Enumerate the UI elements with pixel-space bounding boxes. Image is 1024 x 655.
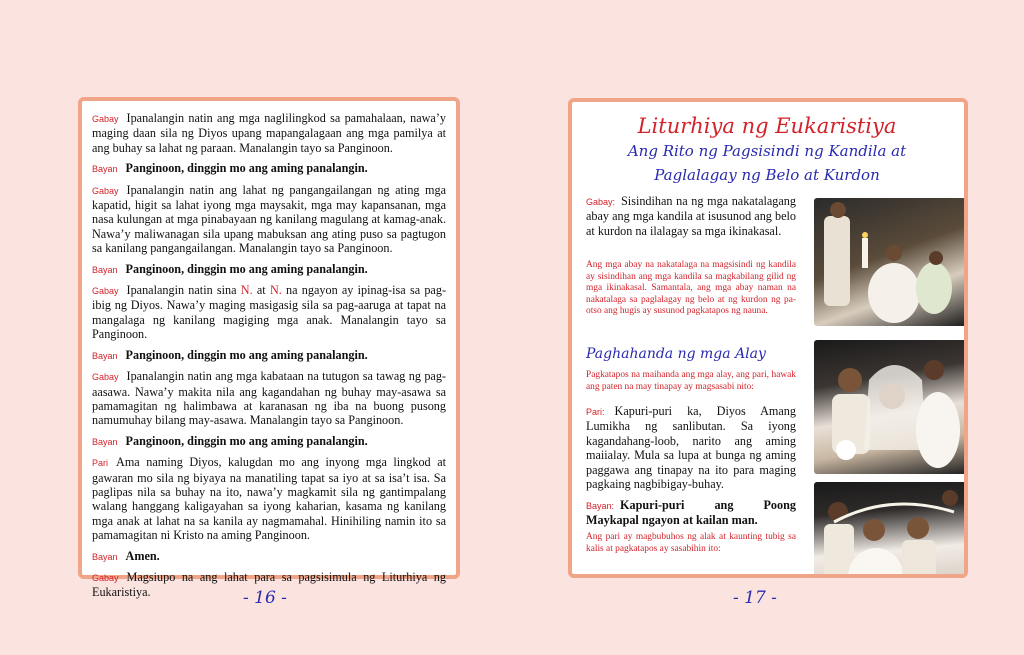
speaker-label: Gabay <box>92 114 119 124</box>
response-text: Amen. <box>125 548 160 563</box>
prayer-text: Ama naming Diyos, kalugdan mo ang inyong mga lingkod at gawaran mo sila ng biyaya na manatiling tapat sa iyo at sa isa’t isa. Sa paglipas nila sa buhay na ito, nawa’y magkamit sila ng gantimpalang walang hanggang kaligayahan sa iyong kaharian, kasama ng kanilang mga anak at lahat na sa kanila ay nagmamahal. Hinihiling namin ito sa pamamagitan ni Kristo na aming Panginoon. <box>92 455 446 543</box>
prayer-text: na ngayon ay ipinag-isa sa pag-ibig ng Diyos. Nawa’y maging masigasig sila sa pag-aaruga at tapat na mangalaga ng kanilang magiging mga anak. Manalangin tayo sa Panginoon. <box>92 283 446 342</box>
speaker-label: Gabay: <box>586 197 616 207</box>
prayer-entry <box>92 455 446 542</box>
bayan-entry <box>586 498 796 528</box>
candle-lighting-photo <box>814 198 966 326</box>
pari-entry <box>586 404 796 491</box>
speaker-label: Pari <box>92 458 109 469</box>
section-title: Liturhiya ng Eukaristiya <box>637 114 897 138</box>
response-entry <box>92 434 446 449</box>
speaker-label: Gabay <box>92 372 119 383</box>
speaker-label: Bayan <box>92 436 118 447</box>
speaker-label: Pari: <box>586 407 605 417</box>
gabay-entry <box>586 194 796 238</box>
response-entry <box>92 262 446 277</box>
prayer-text: Ipanalangin natin ang lahat ng pangangailangan ng ating mga kapatid, higit sa lahat iyong mga maysakit, mga may kapansanan, mga nasa kulungan at mga pinabayaan ng kanilang magulang at kamag-anak. Nawa’y maliwanagan sila upang mabuksan ang ating puso sa pagtugon sa kanilang pangangailangan. Manalangin tayo sa Panginoon. <box>92 182 446 256</box>
photo-illustration <box>814 482 966 578</box>
rubric-offering: Pagkatapos na maihanda ang mga alay, ang pari, hawak ang paten na may tinapay ay magsasabi nito: <box>586 370 796 392</box>
photo-illustration <box>814 340 966 474</box>
prayer-text: Ipanalangin natin ang mga naglilingkod sa pamahalaan, nawa’y maging daan sila ng Diyos upang mapangalagaan ang mga pamilya at ang buhay sa lahat ng paraan. Manalangin tayo sa Panginoon. <box>92 111 446 155</box>
speaker-label: Bayan <box>92 164 118 175</box>
prayer-text: Ipanalangin natin sina <box>126 283 241 298</box>
cord-placing-photo <box>814 482 966 578</box>
speaker-label: Bayan <box>92 350 118 361</box>
photo-illustration <box>814 198 966 326</box>
response-text: Panginoon, dinggin mo ang aming panalangin. <box>125 261 368 276</box>
prayer-entry <box>92 283 446 342</box>
rubric-chalice: Ang pari ay magbubuhos ng alak at kaunting tubig sa kalis at pagkatapos ay sasabihin ito: <box>586 532 796 554</box>
prayer-entry <box>92 183 446 256</box>
response-text: Panginoon, dinggin mo ang aming panalangin. <box>125 161 368 176</box>
name-placeholder: N. <box>240 283 253 298</box>
prayer-text: Magsiupo na ang lahat para sa pagsisimula ng Liturhiya ng Eukaristiya. <box>92 569 446 600</box>
section-subtitle-line2: Paglalagay ng Belo at Kurdon <box>654 166 880 184</box>
speaker-label: Bayan <box>92 551 118 562</box>
response-entry <box>92 348 446 363</box>
response-entry <box>92 161 446 176</box>
response-text: Panginoon, dinggin mo ang aming panalangin. <box>125 433 368 448</box>
prayer-entry <box>92 369 446 428</box>
speaker-label: Gabay <box>92 572 119 583</box>
response-text: Panginoon, dinggin mo ang aming panalangin. <box>125 347 368 362</box>
page-number-right: - 17 - <box>733 588 777 608</box>
offering-section-title: Paghahanda ng mga Alay <box>586 346 766 362</box>
response-entry <box>92 549 446 564</box>
prayer-entry <box>92 111 446 155</box>
section-subtitle-line1: Ang Rito ng Pagsisindi ng Kandila at <box>627 142 907 160</box>
rubric-candles: Ang mga abay na nakatalaga na magsisindi ng kandila ay sisindihan ang mga kandila sa magkabilang gilid ng mga ikinakasal. Samantala, ang mga abay naman na nakatalaga sa paglalagay ng belo at ng kurdon ng pa-otso ang hugis ay susunod pagkatapos ng nauna. <box>586 260 796 317</box>
speaker-label: Bayan <box>92 264 118 275</box>
speaker-label: Gabay <box>92 286 119 297</box>
right-page-frame <box>568 98 968 578</box>
name-placeholder: N. <box>269 283 282 298</box>
bayan-text: Kapuri-puri ang Poong Maykapal ngayon at kailan man. <box>586 498 796 528</box>
speaker-label: Bayan: <box>586 501 615 511</box>
prayer-text: Ipanalangin natin ang mga kabataan na tutugon sa tawag ng pag-aasawa. Nawa’y makita nila ang kagandahan ng buhay may-asawa sa pamamagitan ng halimbawa at karanasan ng iba na buong pusong namumuhay bilang may-asawa. Manalangin tayo sa Panginoon. <box>92 369 446 428</box>
veil-placing-photo <box>814 340 966 474</box>
speaker-label: Gabay <box>92 185 119 196</box>
prayer-text: at <box>252 283 270 298</box>
pari-text: Kapuri-puri ka, Diyos Amang Lumikha ng sanlibutan. Sa iyong kagandahang-loob, narito ang aming maiialay. Mula sa lupa at bunga ng aming paggawa ang tinapay na ito para maging pagkaing nagbibigay-buhay. <box>586 404 796 492</box>
page-number-left: - 16 - <box>243 588 287 608</box>
gabay-text: Sisindihan na ng mga nakatalagang abay ang mga kandila at isusunod ang belo at kurdon na ilalagay sa mga ikinakasal. <box>586 194 796 238</box>
